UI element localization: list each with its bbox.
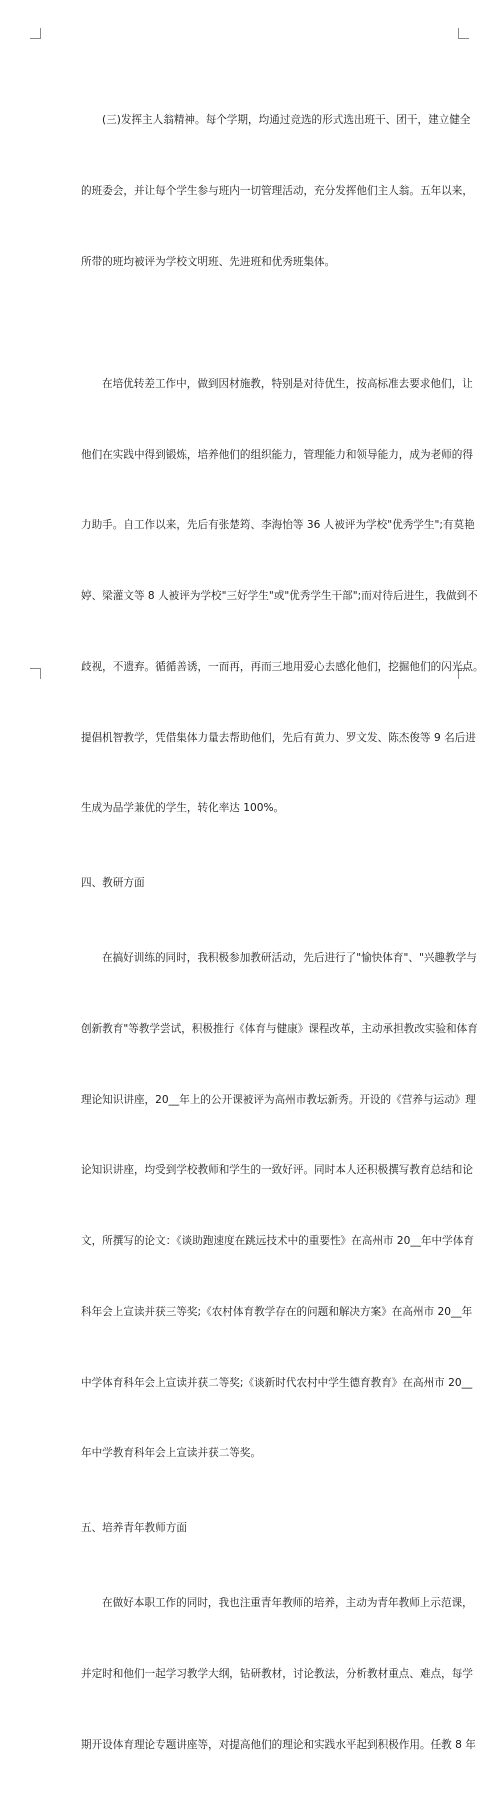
text-line: (三)发挥主人翁精神。每个学期，均通过竞选的形式选出班干、团干，建立健全 — [102, 114, 471, 127]
crop-mark-bottom-left — [30, 668, 41, 679]
text-line: 在搞好训练的同时，我积极参加教研活动，先后进行了"愉快体育"、"兴趣教学与 — [102, 951, 477, 964]
text-line: 科年会上宣读并获三等奖;《农村体育教学存在的问题和解决方案》在高州市 20__年 — [81, 1305, 473, 1318]
text-line: 的班委会，并让每个学生参与班内一切管理活动，充分发挥他们主人翁。五年以来， — [81, 184, 473, 197]
paragraph-young-teachers — [60, 1545, 476, 1805]
document-body — [60, 62, 484, 1808]
text-line: 年中学教育科年会上宣读并获二等奖。 — [81, 1447, 262, 1460]
section-heading-research: 四、教研方面 — [81, 877, 145, 890]
paragraph-research — [60, 900, 478, 1513]
text-line: 理论知识讲座，20__年上的公开课被评为高州市教坛新秀。开设的《营养与运动》理 — [81, 1093, 476, 1106]
text-line: 期开设体育理论专题讲座等，对提高他们的理论和实践水平起到积极作用。任教 8 年 — [81, 1738, 476, 1751]
text-line: 论知识讲座，均受到学校教师和学生的一致好评。同时本人还积极撰写教育总结和论 — [81, 1164, 473, 1177]
crop-mark-top-left — [30, 28, 41, 39]
text-line: 中学体育科年会上宣读并获二等奖;《谈新时代农村中学生德育教育》在高州市 20__ — [81, 1376, 473, 1389]
text-line: 所带的班均被评为学校文明班、先进班和优秀班集体。 — [81, 255, 336, 268]
text-line: 并定时和他们一起学习教学大纲，钻研教材，讨论教法，分析教材重点、难点，每学 — [81, 1667, 473, 1680]
text-line: 力助手。自工作以来，先后有张楚筠、李海怡等 36 人被评为学校"优秀学生";有莫艳 — [81, 519, 475, 532]
text-line: 他们在实践中得到锻炼，培养他们的组织能力，管理能力和领导能力，成为老师的得 — [81, 448, 473, 461]
paragraph-self-management — [60, 62, 473, 322]
text-line: 在培优转差工作中，做到因材施教，特别是对待优生，按高标准去要求他们，让 — [102, 377, 473, 390]
text-line: 提倡机智教学，凭借集体力量去帮助他们，先后有黄力、罗文发、陈杰俊等 9 名后进 — [81, 731, 476, 744]
text-line: 创新教育"等教学尝试，积极推行《体育与健康》课程改革，主动承担教改实验和体育 — [81, 1022, 478, 1035]
text-line: 婷、梁灌文等 8 人被评为学校"三好学生"或"优秀学生干部";而对待后进生，我做到不 — [81, 590, 478, 603]
text-line: 在做好本职工作的同时，我也注重青年教师的培养，主动为青年教师上示范课， — [102, 1597, 473, 1609]
paragraph-tutoring — [60, 326, 484, 869]
text-line: 生成为品学兼优的学生，转化率达 100%。 — [81, 802, 285, 815]
section-heading-young-teachers: 五、培养青年教师方面 — [81, 1522, 187, 1535]
crop-mark-top-right — [458, 28, 469, 39]
text-line: 文，所撰写的论文：《谈助跑速度在跳远技术中的重要性》在高州市 20__年中学体育 — [81, 1235, 474, 1248]
text-line: 歧视，不遗弃。循循善诱，一而再，再而三地用爱心去感化他们，挖掘他们的闪光点。 — [81, 660, 484, 673]
